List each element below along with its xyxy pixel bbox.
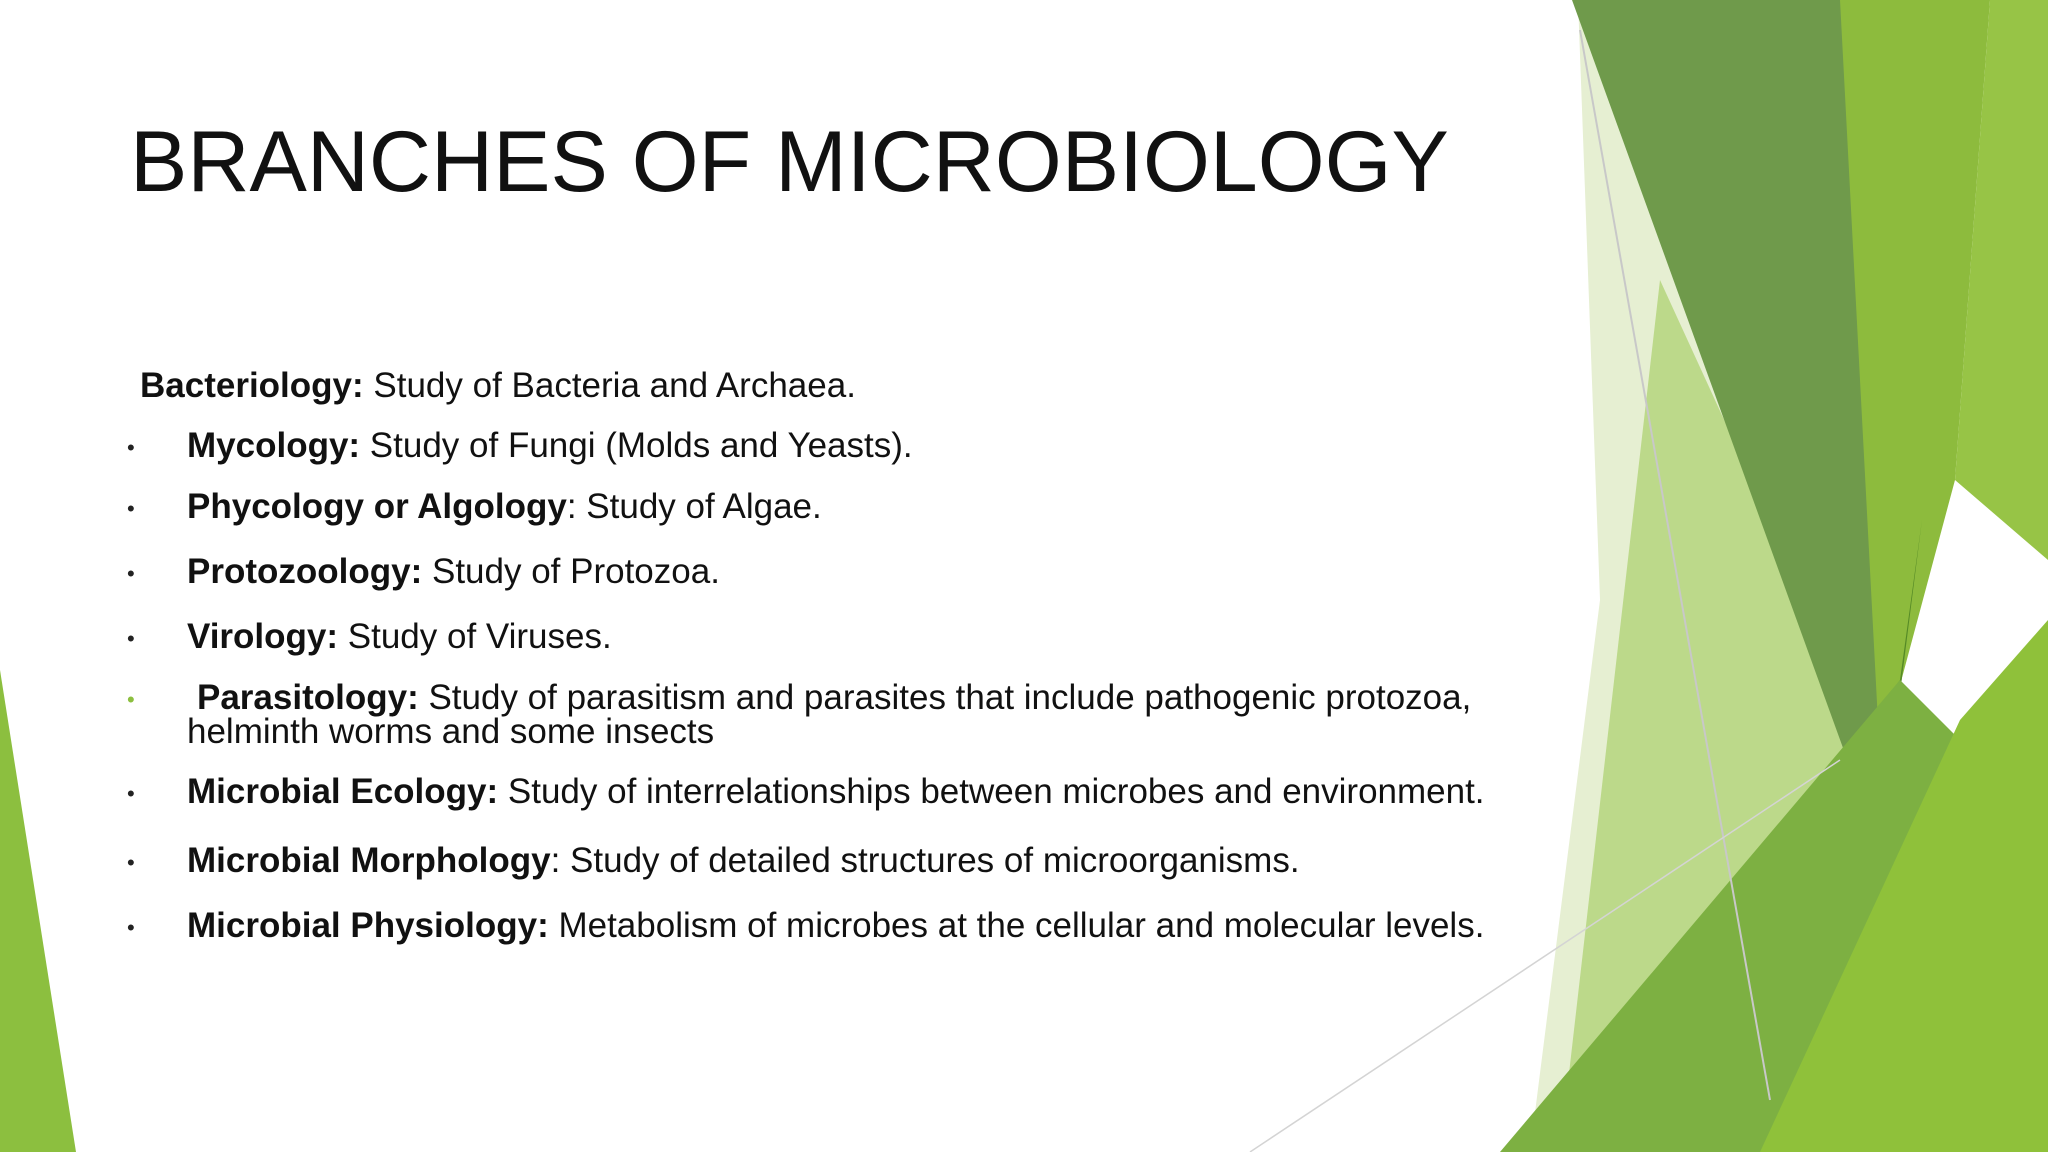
item-term: Microbial Physiology: [187,906,549,945]
item-desc: Study of Fungi (Molds and Yeasts). [360,426,913,465]
bullet-marker: • [127,561,135,586]
list-item-microbial-morphology [187,841,1300,881]
list-item-parasitology-continuation: helminth worms and some insects [187,712,715,751]
item-term: Bacteriology: [140,366,364,405]
item-term: Mycology: [187,426,361,465]
item-desc: Study of parasitism and parasites that include pathogenic protozoa, [418,678,1472,717]
list-item-microbial-ecology [187,772,1485,812]
item-term: Parasitology: [197,678,419,717]
bullet-marker-green: • [127,687,135,712]
item-term: Microbial Ecology: [187,772,499,811]
slide-title: BRANCHES OF MICROBIOLOGY [130,114,1449,210]
item-term: Protozoology: [187,552,423,591]
item-term: Microbial Morphology [187,841,551,880]
bullet-marker: • [127,435,135,460]
bullet-marker: • [127,496,135,521]
item-desc: Study of Protozoa. [422,552,720,591]
item-desc: Metabolism of microbes at the cellular and molecular levels. [548,906,1485,945]
item-desc: Study of Bacteria and Archaea. [363,366,856,405]
list-item-phycology [187,487,822,527]
bullet-marker: • [127,626,135,651]
item-desc: : Study of detailed structures of microorganisms. [550,841,1300,880]
list-item-bacteriology [140,366,856,406]
item-desc: : Study of Algae. [566,487,822,526]
list-item-virology [187,617,612,657]
item-term: Virology: [187,617,339,656]
list-item-mycology [187,426,913,466]
item-desc: Study of Viruses. [338,617,612,656]
list-item-microbial-physiology [187,906,1484,946]
list-item-protozoology [187,552,720,592]
bullet-marker: • [127,850,135,875]
bullet-marker: • [127,915,135,940]
bullet-marker: • [127,781,135,806]
item-term: Phycology or Algology [187,487,567,526]
item-desc: Study of interrelationships between microbes and environment. [498,772,1485,811]
